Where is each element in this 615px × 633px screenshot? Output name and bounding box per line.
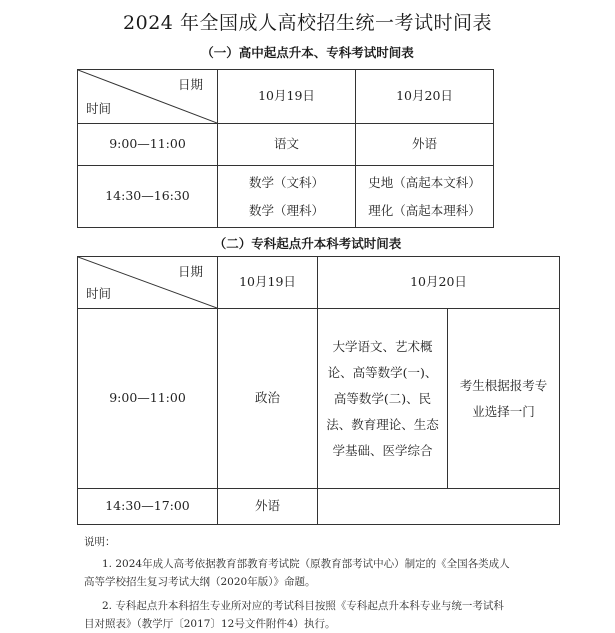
elective-note-cell	[448, 309, 560, 489]
date-header-oct19: 10月19日	[218, 70, 356, 124]
elective-line: 业选择一门	[472, 403, 535, 419]
time-slot: 9:00—11:00	[78, 309, 218, 489]
subject-name: 理化（高起本理科）	[368, 202, 481, 218]
subject-line: 高等数学(二)、民	[333, 390, 432, 406]
table-row	[78, 309, 560, 489]
table-row	[78, 489, 560, 525]
table-row	[78, 166, 494, 228]
subject-cell: 政治	[218, 309, 318, 489]
date-axis-label: 日期	[177, 264, 203, 279]
diagonal-header-cell	[78, 70, 218, 124]
subject-cell	[356, 124, 494, 166]
date-header-oct19: 10月19日	[218, 257, 318, 309]
date-axis-label: 日期	[177, 77, 203, 92]
subject-cell	[356, 166, 494, 228]
subject-cell	[218, 124, 356, 166]
subject-name: 史地（高起本文科）	[368, 174, 481, 190]
diagonal-header-cell	[78, 257, 218, 309]
time-slot: 14:30—16:30	[78, 166, 218, 228]
section2-heading: （二）专科起点升本科考试时间表	[213, 236, 402, 251]
subject-line: 学基础、医学综合	[332, 442, 433, 458]
note-item: 2. 专科起点升本科招生专业所对应的考试科目按照《专科起点升本科专业与统一考试科目对照表》（教学厅〔2017〕12号文件附件4）执行。	[84, 600, 504, 630]
subject-name: 语文	[273, 136, 299, 152]
table-row	[78, 124, 494, 166]
subject-line: 大学语文、艺术概	[332, 338, 433, 354]
time-slot: 9:00—11:00	[78, 124, 218, 166]
empty-cell	[318, 489, 560, 525]
page-title: 2024 年全国成人高校招生统一考试时间表	[123, 12, 492, 34]
time-slot: 14:30—17:00	[78, 489, 218, 525]
subject-name: 数学（文科）	[248, 174, 324, 190]
schedule-table-1	[77, 69, 494, 228]
elective-line: 考生根据报考专	[459, 377, 548, 393]
subject-cell	[218, 166, 356, 228]
subject-name: 数学（理科）	[248, 202, 324, 218]
subject-cell: 外语	[218, 489, 318, 525]
notes-section	[84, 533, 514, 633]
subject-list-cell	[318, 309, 448, 489]
time-axis-label: 时间	[86, 100, 112, 116]
notes-heading: 说明：	[84, 536, 116, 548]
subject-name: 外语	[411, 136, 437, 152]
subject-line: 法、教育理论、生态	[326, 416, 439, 432]
date-header-oct20: 10月20日	[318, 257, 560, 309]
date-header-oct20: 10月20日	[356, 70, 494, 124]
note-item: 1. 2024年成人高考依据教育部教育考试院（原教育部考试中心）制定的《全国各类成人高等学校招生复习考试大纲（2020年版）》命题。	[84, 558, 510, 588]
section1-heading: （一）高中起点升本、专科考试时间表	[201, 45, 414, 60]
schedule-table-2	[77, 256, 560, 525]
subject-line: 论、高等数学(一)、	[327, 364, 438, 380]
time-axis-label: 时间	[86, 285, 112, 301]
